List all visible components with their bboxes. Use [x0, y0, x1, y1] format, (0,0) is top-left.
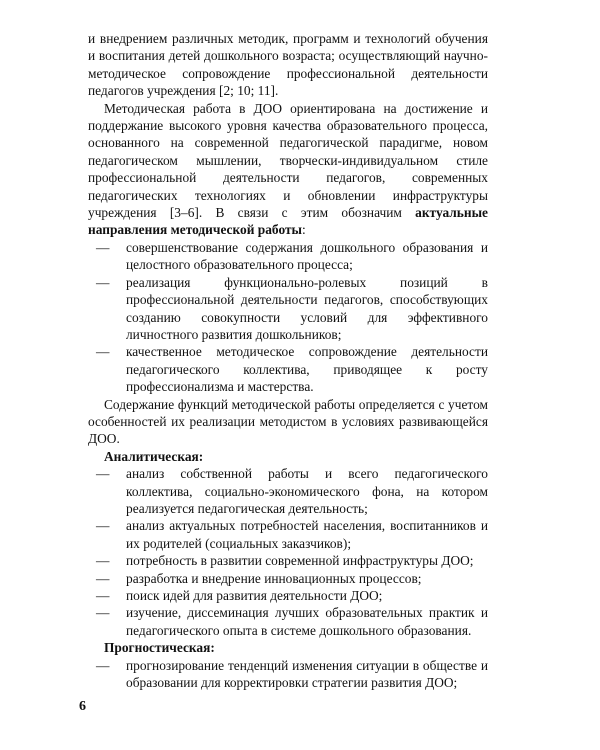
bold-phrase-directions: актуальные направления методической работы [88, 205, 488, 238]
dash-marker: — [96, 239, 110, 255]
dash-marker: — [96, 344, 110, 360]
list-item-text: совершенствование содержания дошкольного образования и целостного образовательного процесса; [126, 239, 488, 273]
dash-marker: — [96, 553, 110, 569]
list-item [96, 587, 488, 604]
analytic-list [88, 465, 488, 639]
paragraph-functions: Содержание функций методической работы определяется с учетом особенностей их реализации методистом в условиях развивающейся ДОО. [88, 396, 488, 447]
list-item [96, 657, 488, 692]
list-item [96, 570, 488, 587]
list-item-text: разработка и внедрение инновационных процессов; [126, 570, 422, 586]
prognostic-list [88, 657, 488, 692]
dash-marker: — [96, 274, 110, 290]
list-item-text: прогнозирование тенденций изменения ситуации в обществе и образовании для корректировки стратегии развития ДОО; [126, 657, 488, 691]
dash-marker: — [96, 466, 110, 482]
directions-list [88, 239, 488, 396]
heading-analytic: Аналитическая: [104, 448, 204, 464]
dash-marker: — [96, 518, 110, 534]
list-item-text: реализация функционально-ролевых позиций в профессиональной деятельности педагогов, способствующих созданию совокупности условий для эффективного личностного развития дошкольников; [126, 274, 488, 342]
dash-marker: — [96, 570, 110, 586]
list-item [96, 343, 488, 395]
paragraph-colon: : [302, 222, 306, 238]
list-item [96, 465, 488, 517]
dash-marker: — [96, 588, 110, 603]
list-item [96, 552, 488, 569]
list-item-text: анализ актуальных потребностей населения, воспитанников и их родителей (социальных заказчиков); [126, 518, 488, 551]
heading-prognostic: Прогностическая: [104, 640, 215, 656]
list-item [96, 517, 488, 552]
paragraph-text: Методическая работа в ДОО ориентирована на достижение и поддержание высокого уровня качества образовательного процесса, основанного на современной педагогической парадигме, новом педагогическом мышлении, творчески-индивидуальном стиле профессиональной деятельности педагогов, современных педагогических технологиях и обновлении инфраструктуры учреждения [3–6]. В связи с этим обозначим [88, 100, 488, 221]
dash-marker: — [96, 657, 110, 673]
list-item-text: качественное методическое сопровождение деятельности педагогического коллектива, приводящее к росту профессионализма и мастерства. [126, 344, 488, 395]
page-number: 6 [79, 699, 86, 714]
list-item-text: анализ собственной работы и всего педагогического коллектива, социально-экономического фона, на котором реализуется педагогическая деятельность; [126, 466, 488, 516]
list-item [96, 274, 488, 344]
list-item-text: изучение, диссеминация лучших образовательных практик и педагогического опыта в системе дошкольного образования. [126, 605, 488, 638]
list-item-text: поиск идей для развития деятельности ДОО; [126, 588, 383, 603]
dash-marker: — [96, 605, 110, 621]
page-body [88, 30, 488, 691]
list-item-text: потребность в развитии современной инфраструктуры ДОО; [126, 553, 474, 569]
list-item [96, 239, 488, 274]
paragraph-methodical-work [88, 100, 488, 239]
list-item [96, 604, 488, 639]
paragraph-continued: и внедрением различных методик, программ и технологий обучения и воспитания детей дошкольного возраста; осуществляющий научно-методическое сопровождение профессиональной деятельности педагогов учреждения [2; 10; 11]. [88, 31, 488, 99]
